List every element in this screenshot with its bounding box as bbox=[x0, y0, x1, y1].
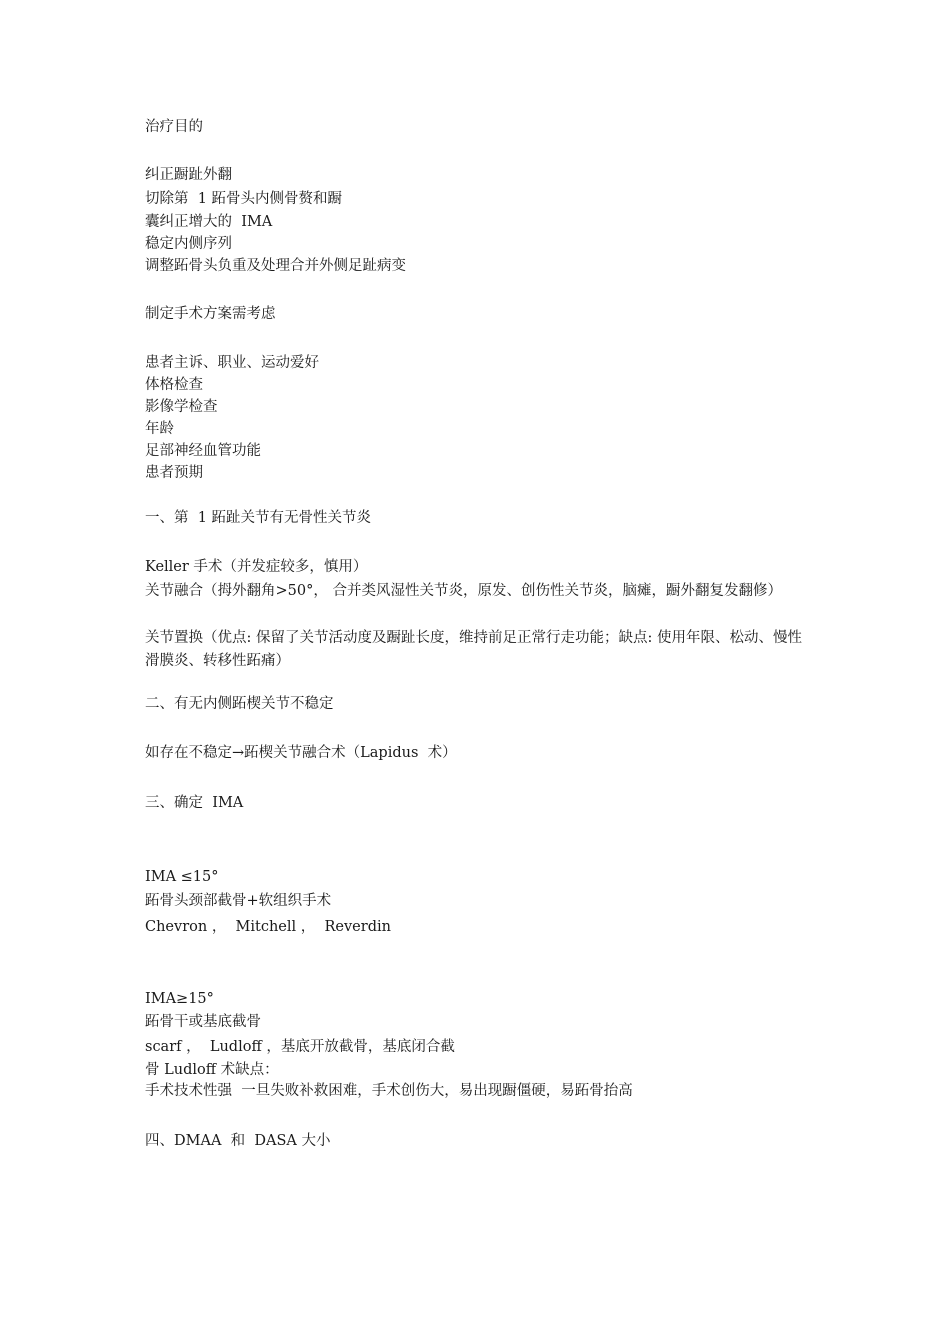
list-item: 调整跖骨头负重及处理合并外侧足趾病变 bbox=[145, 258, 406, 274]
list-item: 跖骨干或基底截骨 bbox=[145, 1014, 261, 1030]
list-item: 骨 Ludloff 术缺点： bbox=[145, 1062, 279, 1078]
list-item: IMA ≤15° bbox=[145, 869, 219, 885]
list-item: 如存在不稳定→跖楔关节融合术（Lapidus 术） bbox=[145, 745, 457, 761]
list-item: Keller 手术（并发症较多，慎用） bbox=[145, 559, 368, 575]
list-item: 切除第 1 跖骨头内侧骨赘和蹰 bbox=[145, 191, 343, 207]
section-heading-surgical-plan: 制定手术方案需考虑 bbox=[145, 306, 276, 322]
list-item: 关节融合（拇外翻角>50°， 合并类风湿性关节炎，原发、创伤性关节炎，脑瘫，蹰外翻复发翻修） bbox=[145, 583, 782, 599]
list-item: 关节置换（优点: 保留了关节活动度及蹰趾长度，维持前足正常行走功能；缺点: 使用年限、松动、慢性滑膜炎、转移性跖痛） bbox=[145, 630, 802, 669]
list-item: 患者主诉、职业、运动爱好 bbox=[145, 355, 319, 371]
list-item: 纠正蹰趾外翻 bbox=[145, 167, 232, 183]
list-item: 跖骨头颈部截骨+软组织手术 bbox=[145, 893, 332, 909]
section-heading-ima: 三、确定 IMA bbox=[145, 795, 244, 811]
list-item: 患者预期 bbox=[145, 465, 203, 481]
section-heading-instability: 二、有无内侧跖楔关节不稳定 bbox=[145, 696, 334, 712]
list-item: 手术技术性强 一旦失败补救困难，手术创伤大，易出现蹰僵硬，易跖骨抬高 bbox=[145, 1083, 633, 1099]
section-heading-dmaa-dasa: 四、DMAA 和 DASA 大小 bbox=[145, 1133, 331, 1149]
section-heading-arthritis: 一、第 1 跖趾关节有无骨性关节炎 bbox=[145, 510, 372, 526]
list-item: 影像学检查 bbox=[145, 399, 218, 415]
list-item: 年龄 bbox=[145, 421, 174, 437]
list-item: 体格检查 bbox=[145, 377, 203, 393]
list-item: Chevron ， Mitchell ， Reverdin bbox=[145, 919, 391, 935]
list-item: 足部神经血管功能 bbox=[145, 443, 261, 459]
section-heading-treatment-goals: 治疗目的 bbox=[145, 119, 203, 135]
list-item: IMA≥15° bbox=[145, 991, 214, 1007]
list-item: 囊纠正增大的 IMA bbox=[145, 214, 273, 230]
list-item: 稳定内侧序列 bbox=[145, 236, 232, 252]
list-item: scarf ， Ludloff ，基底开放截骨，基底闭合截 bbox=[145, 1039, 455, 1055]
